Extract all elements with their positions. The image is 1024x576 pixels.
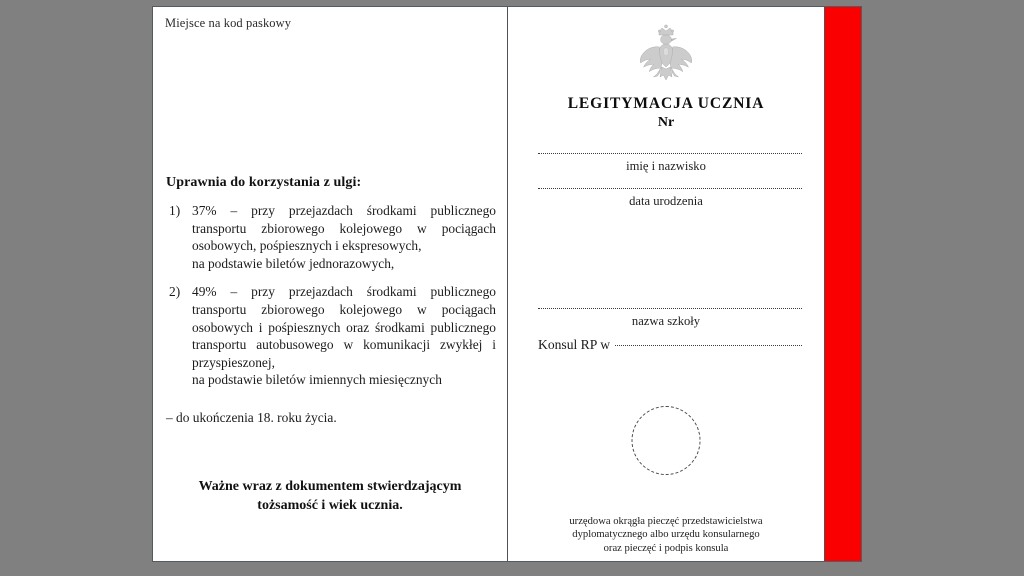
list-item-marker: 2) [169,284,181,300]
school-field-caption: nazwa szkoły [631,314,701,328]
seal-caption-line-1: urzędowa okrągła pieczęć przedstawicielstwa [569,516,763,527]
round-seal-placeholder [632,406,701,475]
barcode-placeholder-note: Miejsce na kod paskowy [165,16,292,30]
list-item-text [192,283,496,389]
seal-caption-line-2: dyplomatycznego albo urzędu konsularnego [572,529,760,541]
list-item-body: 37% – przy przejazdach środkami publicznego transportu zbiorowego kolejowego w pociągach osobowych, pośpiesznych i ekspresowych, [192,203,496,254]
age-limit-note: – do ukończenia 18. roku życia. [166,410,337,425]
reductions-heading: Uprawnia do korzystania z ulgi: [166,175,362,190]
list-item [166,202,496,272]
school-field-line[interactable] [538,308,802,309]
list-item-last-line: na podstawie biletów imiennych miesięcznych [192,372,442,388]
name-field-line[interactable] [538,153,802,154]
birth-date-field-caption: data urodzenia [629,194,703,208]
birth-date-field-line[interactable] [538,188,802,189]
list-item-body: 49% – przy przejazdach środkami publicznego transportu zbiorowego kolejowego w pociągach osobowych i pośpiesznych oraz środkami publicznego transportu autobusowego w komunikacji zwykłej i przyspieszonej, [192,284,496,370]
list-item-text [192,202,496,272]
list-item [166,283,496,389]
polish-eagle-emblem-icon [635,23,697,91]
consul-field-label: Konsul RP w [538,337,611,352]
seal-caption-line-3: oraz pieczęć i podpis konsula [603,542,729,554]
list-item-last-line: na podstawie biletów jednorazowych, [192,255,395,271]
reductions-list [166,202,496,400]
name-field-caption: imię i nazwisko [626,159,706,173]
document-title: LEGITYMACJA UCZNIA [567,95,765,112]
seal-caption [518,515,814,555]
validity-note [153,477,507,515]
card-right-page [508,7,825,561]
card-left-page [153,7,508,561]
document-number-label: Nr [657,115,675,130]
student-id-card [152,6,862,562]
consul-field-line[interactable] [615,345,802,346]
validity-note-line-1: Ważne wraz z dokumentem stwierdzającym [198,479,462,494]
consul-field-row [538,337,802,353]
list-item-marker: 1) [169,203,181,218]
validity-note-line-2: tożsamość i wiek ucznia. [257,498,403,513]
red-edge-stripe [825,7,861,561]
